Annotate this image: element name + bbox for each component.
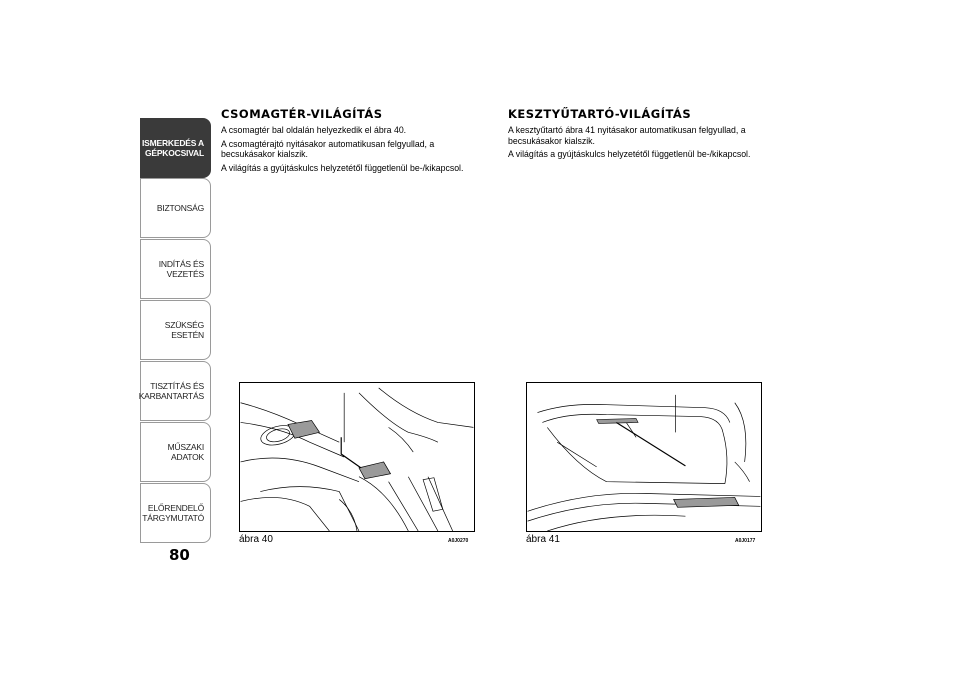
trunk-light-illustration [240, 383, 474, 531]
tab-szukseg[interactable]: SZÜKSÉG ESETÉN [140, 300, 211, 360]
paragraph: A világítás a gyújtáskulcs helyzetétől függetlenül be-/kikapcsol. [221, 162, 464, 174]
figure-caption: ábra 40 [239, 534, 273, 545]
tab-biztonsag[interactable]: BIZTONSÁG [140, 178, 211, 238]
tab-inditas[interactable]: INDÍTÁS ÉS VEZETÉS [140, 239, 211, 299]
paragraph: A csomagtér bal oldalán helyezkedik el ábra 40. [221, 125, 407, 136]
section-heading: KESZTYŰTARTÓ-VILÁGÍTÁS [508, 107, 692, 121]
right-column [508, 107, 778, 164]
tab-muszaki[interactable]: MŰSZAKI ADATOK [140, 422, 211, 482]
figure-trunk-light [239, 382, 475, 532]
paragraph: A csomagtérajtó nyitásakor automatikusan felgyullad, a becsukásakor kialszik. [221, 138, 435, 160]
paragraph: A kesztyűtartó ábra 41 nyitásakor automatikusan felgyullad, a becsukásakor kialszik. [508, 125, 746, 147]
section-heading: CSOMAGTÉR-VILÁGÍTÁS [221, 107, 383, 121]
figure-code: A0J0270 [448, 538, 469, 544]
figure-code: A0J0177 [735, 538, 756, 544]
glovebox-light-illustration [527, 383, 761, 531]
paragraph: A világítás a gyújtáskulcs helyzetétől függetlenül be-/kikapcsol. [508, 149, 751, 160]
tab-tisztitas[interactable]: TISZTÍTÁS ÉS KARBANTARTÁS [140, 361, 211, 421]
tab-targymutato[interactable]: ELŐRENDELŐ TÁRGYMUTATÓ [140, 483, 211, 543]
figure-caption: ábra 41 [526, 534, 560, 545]
figure-glovebox-light [526, 382, 762, 532]
tab-ismerkedes[interactable]: ISMERKEDÉS A GÉPKOCSIVAL [140, 118, 211, 178]
left-column [221, 107, 491, 177]
page-number: 80 [169, 546, 190, 564]
